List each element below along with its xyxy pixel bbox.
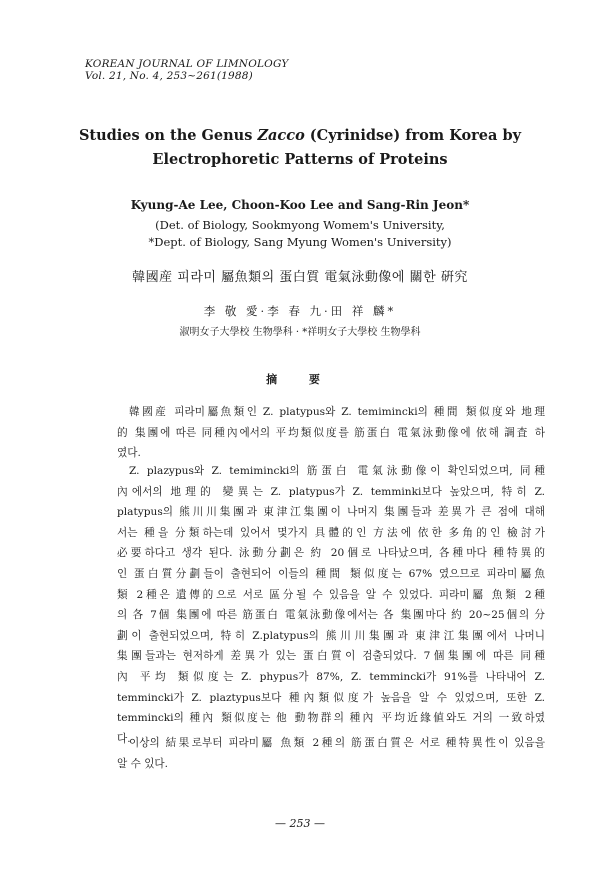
abstract-paragraph-1: [117, 402, 545, 464]
abstract-line: 的 集團에 따른 同種內에서의 平均類似度를 筋蛋白 電氣泳動像에 依해 調査 하: [117, 426, 545, 439]
journal-header: [85, 58, 289, 82]
genus-name: Zacco: [257, 127, 305, 144]
page-number: — 253 —: [275, 817, 325, 830]
abstract-paragraph-3: [117, 733, 545, 774]
abstract-line: 였다.: [117, 447, 141, 460]
abstract-line: 이상의 結果로부터 피라미屬 魚類 2種의 筋蛋白質은 서로 種特異性이 있음을: [129, 737, 545, 749]
paper-title: [0, 124, 600, 172]
abstract-line: 必要하다고 생각 된다. 泳動分劃은 約 20個로 나타났으며, 各種마다 種特異的: [117, 547, 545, 560]
abstract-line: 內에서의 地理的 變異는 Z. platypus가 Z. temminki보다 높았으며, 特히 Z.: [117, 485, 545, 498]
korean-authors: 李 敬 愛·李 春 九·田 祥 麟*: [203, 304, 397, 318]
abstract-line: 內 平均 類似度는 Z. phypus가 87%, Z. temmincki가 91%를 나타내어 Z.: [117, 670, 545, 683]
abstract-line: temmincki의 種內 類似度는 他 動物群의 種內 平均近緣値와도 거의 一致하였: [117, 712, 545, 725]
abstract-line: 韓國産 피라미屬魚類인 Z. platypus와 Z. temimincki의 種間 類似度와 地理: [129, 406, 545, 418]
abstract-line: 다.: [117, 732, 131, 745]
abstract-line: Z. plazypus와 Z. temimincki의 筋蛋白 電氣泳動像이 확인되었으며, 同種: [129, 465, 545, 477]
title-line-2: Electrophoretic Patterns of Proteins: [152, 151, 448, 168]
abstract-line: 서는 種을 分類하는데 있어서 몇가지 具體的인 方法에 依한 多角的인 檢討가: [117, 526, 545, 539]
abstract-line: platypus의 熊川川集團과 東津江集團이 나머지 集團들과 差異가 큰 점에 대해: [117, 506, 545, 519]
korean-affiliations: 淑明女子大學校 生物學科 · *祥明女子大學校 生物學科: [179, 327, 421, 338]
abstract-line: 의 各 7個 集團에 따른 筋蛋白 電氣泳動像에서는 各 集團마다 約 20~25個의 分: [117, 609, 545, 622]
abstract-paragraph-2: [117, 461, 545, 749]
authors: Kyung-Ae Lee, Choon-Koo Lee and Sang-Rin Jeon*: [130, 198, 470, 212]
abstract-heading: 摘 要: [266, 373, 334, 386]
abstract-line: 類 2種은 遺傳的으로 서로 區分될 수 있음을 알 수 있었다. 피라미屬 魚類 2種: [117, 588, 545, 601]
korean-title: 韓國産 피라미 屬魚類의 蛋白質 電氣泳動像에 關한 硏究: [132, 270, 468, 285]
abstract-line: 集團들과는 현저하게 差異가 있는 蛋白質이 검출되었다. 7個集團에 따른 同種: [117, 650, 545, 663]
abstract-line: 劃이 출현되었으며, 特히 Z.platypus의 熊川川集團과 東津江集團에서 나머니: [117, 629, 545, 642]
abstract-line: 인 蛋白質分劃들이 출현되어 이들의 種間 類似度는 67% 였으므로 피라미屬魚: [117, 567, 545, 580]
journal-volume: Vol. 21, No. 4, 253~261(1988): [85, 70, 253, 82]
affiliation-2: *Dept. of Biology, Sang Myung Women's University): [148, 235, 452, 249]
abstract-line: temmincki가 Z. plaztypus보다 種內類似度가 높음을 알 수 있었으며, 또한 Z.: [117, 691, 545, 704]
title-line-1: Studies on the Genus Zacco (Cyrinidse) from Korea by: [78, 127, 522, 144]
affiliation-1: (Det. of Biology, Sookmyong Womem's University,: [155, 218, 445, 232]
abstract-line: 알 수 있다.: [117, 757, 169, 770]
journal-name: KOREAN JOURNAL OF LIMNOLOGY: [85, 58, 289, 70]
